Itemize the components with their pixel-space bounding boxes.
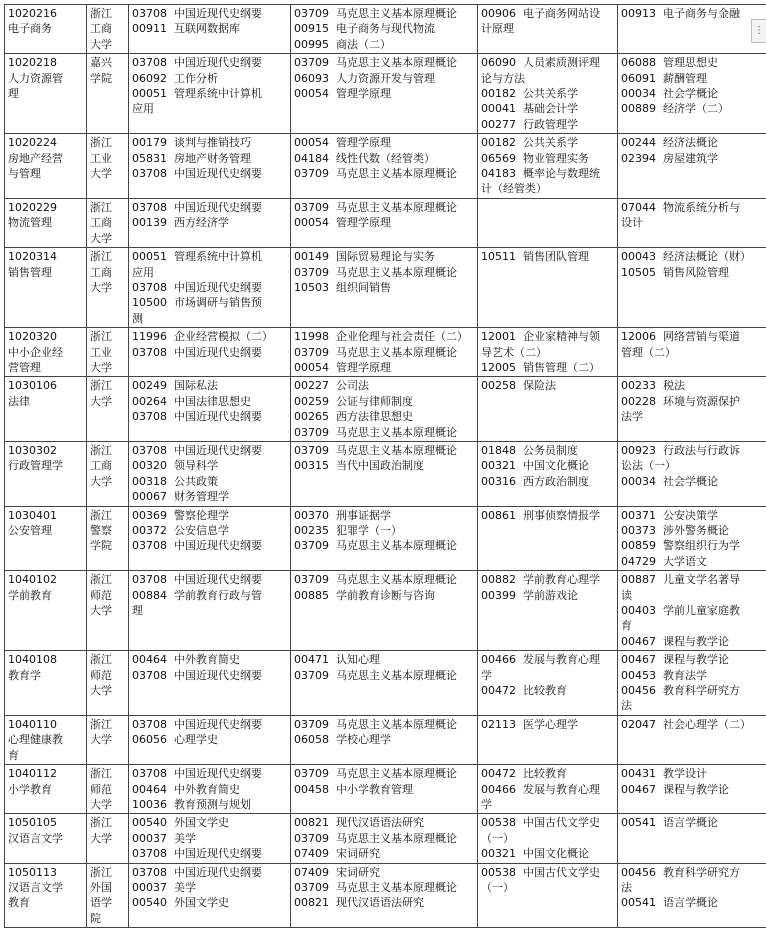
- exam-slot-cell-3: [478, 765, 618, 814]
- school-cell: 浙江 师范 大学: [87, 571, 129, 651]
- major-cell: 1020320 中小企业经 营管理: [5, 328, 87, 377]
- course-entry: 03709 马克思主义基本原理概论: [294, 880, 474, 895]
- exam-slot-cell-1: [129, 328, 291, 377]
- table-row: [5, 571, 766, 651]
- exam-slot-cell-1: [129, 506, 291, 571]
- exam-slot-cell-3: [478, 248, 618, 328]
- course-entry: 00456 教育科学研究方 法: [621, 865, 763, 896]
- table-row: [5, 377, 766, 442]
- course-entry: 07044 物流系统分析与 设计: [621, 200, 763, 231]
- course-entry: 03709 马克思主义基本原理概论: [294, 443, 474, 458]
- course-entry: 06088 管理思想史: [621, 55, 763, 70]
- course-entry: 00265 西方法律思想史: [294, 409, 474, 424]
- course-entry: 03709 马克思主义基本原理概论: [294, 668, 474, 683]
- course-entry: 00043 经济法概论（财）: [621, 249, 763, 264]
- course-entry: 12006 网络营销与渠道 管理（二）: [621, 329, 763, 360]
- exam-slot-cell-4: [618, 863, 766, 928]
- exam-slot-cell-4: [618, 5, 766, 54]
- course-entry: 00227 公司法: [294, 378, 474, 393]
- course-entry: 03708 中国近现代史纲要: [132, 668, 287, 683]
- course-entry: 06569 物业管理实务: [481, 151, 614, 166]
- exam-slot-cell-1: [129, 863, 291, 928]
- course-entry: 03708 中国近现代史纲要: [132, 572, 287, 587]
- table-row: [5, 651, 766, 716]
- course-entry: 03708 中国近现代史纲要: [132, 766, 287, 781]
- major-cell: 1020229 物流管理: [5, 198, 87, 247]
- course-entry: 00472 比较教育: [481, 766, 614, 781]
- course-entry: 00316 西方政治制度: [481, 474, 614, 489]
- course-entry: 00913 电子商务与金融: [621, 6, 763, 21]
- course-entry: 03709 马克思主义基本原理概论: [294, 345, 474, 360]
- exam-slot-cell-2: [291, 715, 478, 764]
- course-entry: 00453 教育法学: [621, 668, 763, 683]
- course-entry: 00054 管理学原理: [294, 360, 474, 375]
- course-entry: 00041 基础会计学: [481, 101, 614, 116]
- course-entry: 11996 企业经营模拟（二）: [132, 329, 287, 344]
- course-entry: 00884 学前教育行政与管 理: [132, 588, 287, 619]
- course-entry: 03709 马克思主义基本原理概论: [294, 538, 474, 553]
- course-entry: 02394 房屋建筑学: [621, 151, 763, 166]
- exam-slot-cell-4: [618, 651, 766, 716]
- exam-slot-cell-4: [618, 328, 766, 377]
- course-entry: 00067 财务管理学: [132, 489, 287, 504]
- course-entry: 00139 西方经济学: [132, 215, 287, 230]
- table-row: [5, 134, 766, 199]
- exam-slot-cell-2: [291, 328, 478, 377]
- course-entry: 03708 中国近现代史纲要: [132, 280, 287, 295]
- exam-slot-cell-4: [618, 814, 766, 863]
- table-row: [5, 765, 766, 814]
- school-cell: 浙江 工业 大学: [87, 134, 129, 199]
- course-entry: 00458 中小学教育管理: [294, 782, 474, 797]
- course-entry: 03708 中国近现代史纲要: [132, 55, 287, 70]
- course-entry: 00318 公共政策: [132, 474, 287, 489]
- course-entry: 03709 马克思主义基本原理概论: [294, 425, 474, 440]
- course-entry: 00235 犯罪学（一）: [294, 523, 474, 538]
- course-entry: 03708 中国近现代史纲要: [132, 6, 287, 21]
- course-entry: 00821 现代汉语语法研究: [294, 895, 474, 910]
- course-entry: 00821 现代汉语语法研究: [294, 815, 474, 830]
- exam-slot-cell-1: [129, 248, 291, 328]
- exam-slot-cell-3: [478, 715, 618, 764]
- exam-slot-cell-2: [291, 651, 478, 716]
- exam-slot-cell-4: [618, 54, 766, 134]
- exam-slot-cell-3: [478, 134, 618, 199]
- exam-slot-cell-2: [291, 441, 478, 506]
- course-entry: 00321 中国文化概论: [481, 458, 614, 473]
- exam-slot-cell-3: [478, 814, 618, 863]
- exam-slot-cell-3: [478, 571, 618, 651]
- course-entry: 03708 中国近现代史纲要: [132, 345, 287, 360]
- course-entry: 00541 语言学概论: [621, 815, 763, 830]
- school-cell: 浙江 警察 学院: [87, 506, 129, 571]
- exam-slot-cell-4: [618, 765, 766, 814]
- table-row: [5, 715, 766, 764]
- course-entry: 00372 公安信息学: [132, 523, 287, 538]
- table-row: [5, 441, 766, 506]
- course-entry: 03708 中国近现代史纲要: [132, 166, 287, 181]
- course-entry: 03709 马克思主义基本原理概论: [294, 200, 474, 215]
- course-entry: 03709 马克思主义基本原理概论: [294, 831, 474, 846]
- exam-slot-cell-1: [129, 441, 291, 506]
- course-entry: 03709 马克思主义基本原理概论: [294, 265, 474, 280]
- major-cell: 1040102 学前教育: [5, 571, 87, 651]
- school-cell: 浙江 师范 大学: [87, 651, 129, 716]
- exam-slot-cell-3: [478, 198, 618, 247]
- exam-schedule-table: [4, 4, 766, 928]
- exam-slot-cell-4: [618, 571, 766, 651]
- exam-slot-cell-3: [478, 506, 618, 571]
- course-entry: 00179 谈判与推销技巧: [132, 135, 287, 150]
- course-entry: 03709 马克思主义基本原理概论: [294, 166, 474, 181]
- major-cell: 1020224 房地产经营 与管理: [5, 134, 87, 199]
- major-cell: 1030302 行政管理学: [5, 441, 87, 506]
- exam-slot-cell-3: [478, 651, 618, 716]
- exam-slot-cell-3: [478, 377, 618, 442]
- exam-slot-cell-1: [129, 54, 291, 134]
- exam-slot-cell-2: [291, 377, 478, 442]
- exam-slot-cell-4: [618, 377, 766, 442]
- course-entry: 00887 儿童文学名著导 读: [621, 572, 763, 603]
- course-entry: 05831 房地产财务管理: [132, 151, 287, 166]
- exam-slot-cell-4: [618, 506, 766, 571]
- course-entry: 03708 中国近现代史纲要: [132, 538, 287, 553]
- exam-slot-cell-1: [129, 651, 291, 716]
- school-cell: 浙江 工业 大学: [87, 328, 129, 377]
- course-entry: 03708 中国近现代史纲要: [132, 846, 287, 861]
- course-entry: 00915 电子商务与现代物流: [294, 21, 474, 36]
- exam-slot-cell-4: [618, 441, 766, 506]
- course-entry: 00321 中国文化概论: [481, 846, 614, 861]
- course-entry: 00054 管理学原理: [294, 135, 474, 150]
- exam-slot-cell-3: [478, 328, 618, 377]
- school-cell: 嘉兴 学院: [87, 54, 129, 134]
- school-cell: 浙江 师范 大学: [87, 765, 129, 814]
- course-entry: 04183 概率论与数理统 计（经管类）: [481, 166, 614, 197]
- course-entry: 06058 学校心理学: [294, 732, 474, 747]
- course-entry: 03708 中国近现代史纲要: [132, 865, 287, 880]
- course-entry: 00264 中国法律思想史: [132, 394, 287, 409]
- major-cell: 1050113 汉语言文学 教育: [5, 863, 87, 928]
- course-entry: 00540 外国文学史: [132, 895, 287, 910]
- exam-slot-cell-2: [291, 5, 478, 54]
- course-entry: 00861 刑事侦察情报学: [481, 508, 614, 523]
- course-entry: 00369 警察伦理学: [132, 508, 287, 523]
- course-entry: 03709 马克思主义基本原理概论: [294, 572, 474, 587]
- table-row: [5, 506, 766, 571]
- course-entry: 00320 领导科学: [132, 458, 287, 473]
- course-entry: 00464 中外教育简史: [132, 652, 287, 667]
- exam-slot-cell-4: [618, 715, 766, 764]
- course-entry: 10511 销售团队管理: [481, 249, 614, 264]
- exam-slot-cell-1: [129, 571, 291, 651]
- course-entry: 03708 中国近现代史纲要: [132, 200, 287, 215]
- school-cell: 浙江 工商 大学: [87, 5, 129, 54]
- course-entry: 00472 比较教育: [481, 683, 614, 698]
- major-cell: 1050105 汉语言文学: [5, 814, 87, 863]
- major-cell: 1020216 电子商务: [5, 5, 87, 54]
- course-entry: 00399 学前游戏论: [481, 588, 614, 603]
- course-entry: 12001 企业家精神与领 导艺术（二）: [481, 329, 614, 360]
- course-entry: 10500 市场调研与销售预 测: [132, 295, 287, 326]
- major-cell: 1020218 人力资源管 理: [5, 54, 87, 134]
- school-cell: 浙江 大学: [87, 814, 129, 863]
- course-entry: 00037 美学: [132, 880, 287, 895]
- course-entry: 00054 管理学原理: [294, 215, 474, 230]
- exam-slot-cell-3: [478, 441, 618, 506]
- course-entry: 00540 外国文学史: [132, 815, 287, 830]
- course-entry: 00371 公安决策学: [621, 508, 763, 523]
- course-entry: 06091 薪酬管理: [621, 71, 763, 86]
- course-entry: 00467 课程与教学论: [621, 652, 763, 667]
- exam-slot-cell-2: [291, 54, 478, 134]
- course-entry: 04729 大学语文: [621, 554, 763, 569]
- school-cell: 浙江 工商 大学: [87, 198, 129, 247]
- course-entry: 00249 国际私法: [132, 378, 287, 393]
- course-entry: 00182 公共关系学: [481, 135, 614, 150]
- exam-slot-cell-3: [478, 54, 618, 134]
- major-cell: 1030401 公安管理: [5, 506, 87, 571]
- course-entry: 00923 行政法与行政诉 讼法（一）: [621, 443, 763, 474]
- exam-slot-cell-1: [129, 814, 291, 863]
- exam-slot-cell-2: [291, 765, 478, 814]
- exam-slot-cell-2: [291, 571, 478, 651]
- course-entry: 03709 马克思主义基本原理概论: [294, 55, 474, 70]
- course-entry: 00315 当代中国政治制度: [294, 458, 474, 473]
- course-entry: 00906 电子商务网站设 计原理: [481, 6, 614, 37]
- course-entry: 01848 公务员制度: [481, 443, 614, 458]
- course-entry: 00037 美学: [132, 831, 287, 846]
- exam-slot-cell-1: [129, 134, 291, 199]
- course-entry: 03708 中国近现代史纲要: [132, 443, 287, 458]
- exam-slot-cell-1: [129, 377, 291, 442]
- course-entry: 00995 商法（二）: [294, 37, 474, 52]
- course-entry: 00464 中外教育简史: [132, 782, 287, 797]
- exam-slot-cell-3: [478, 5, 618, 54]
- exam-slot-cell-1: [129, 715, 291, 764]
- course-entry: 00228 环境与资源保护 法学: [621, 394, 763, 425]
- course-entry: 00538 中国古代文学史 （一）: [481, 815, 614, 846]
- exam-slot-cell-2: [291, 198, 478, 247]
- course-entry: 00403 学前儿童家庭教 育: [621, 603, 763, 634]
- course-entry: 10505 销售风险管理: [621, 265, 763, 280]
- exam-slot-cell-2: [291, 814, 478, 863]
- course-entry: 00466 发展与教育心理 学: [481, 652, 614, 683]
- table-row: [5, 328, 766, 377]
- exam-slot-cell-1: [129, 198, 291, 247]
- course-entry: 00182 公共关系学: [481, 86, 614, 101]
- major-cell: 1020314 销售管理: [5, 248, 87, 328]
- exam-slot-cell-2: [291, 863, 478, 928]
- school-cell: 浙江 大学: [87, 377, 129, 442]
- exam-slot-cell-2: [291, 506, 478, 571]
- course-entry: 03709 马克思主义基本原理概论: [294, 717, 474, 732]
- exam-slot-cell-4: [618, 198, 766, 247]
- table-row: [5, 198, 766, 247]
- course-entry: 03709 马克思主义基本原理概论: [294, 6, 474, 21]
- exam-slot-cell-4: [618, 248, 766, 328]
- course-entry: 06056 心理学史: [132, 732, 287, 747]
- course-entry: 00244 经济法概论: [621, 135, 763, 150]
- page-edge-widget[interactable]: ⋮: [751, 19, 766, 43]
- school-cell: 浙江 工商 大学: [87, 248, 129, 328]
- school-cell: 浙江 工商 大学: [87, 441, 129, 506]
- course-entry: 00467 课程与教学论: [621, 782, 763, 797]
- course-entry: 00149 国际贸易理论与实务: [294, 249, 474, 264]
- course-entry: 00051 管理系统中计算机 应用: [132, 249, 287, 280]
- course-entry: 00259 公证与律师制度: [294, 394, 474, 409]
- course-entry: 03709 马克思主义基本原理概论: [294, 766, 474, 781]
- course-entry: 06092 工作分析: [132, 71, 287, 86]
- course-entry: 10036 教育预测与规划: [132, 797, 287, 812]
- school-cell: 浙江 外国 语学 院: [87, 863, 129, 928]
- course-entry: 00051 管理系统中计算机 应用: [132, 86, 287, 117]
- course-entry: 00467 课程与教学论: [621, 634, 763, 649]
- course-entry: 04184 线性代数（经管类）: [294, 151, 474, 166]
- school-cell: 浙江 大学: [87, 715, 129, 764]
- exam-slot-cell-1: [129, 5, 291, 54]
- major-cell: 1030106 法律: [5, 377, 87, 442]
- course-entry: 00466 发展与教育心理 学: [481, 782, 614, 813]
- course-entry: 11998 企业伦理与社会责任（二）: [294, 329, 474, 344]
- course-entry: 00911 互联网数据库: [132, 21, 287, 36]
- exam-slot-cell-1: [129, 765, 291, 814]
- course-entry: 00373 涉外警务概论: [621, 523, 763, 538]
- table-row: [5, 814, 766, 863]
- course-entry: 06090 人员素质测评理 论与方法: [481, 55, 614, 86]
- course-entry: 00258 保险法: [481, 378, 614, 393]
- exam-slot-cell-4: [618, 134, 766, 199]
- course-entry: 02047 社会心理学（二）: [621, 717, 763, 732]
- major-cell: 1040110 心理健康教 育: [5, 715, 87, 764]
- course-entry: 03708 中国近现代史纲要: [132, 717, 287, 732]
- course-entry: 00277 行政管理学: [481, 117, 614, 132]
- course-entry: 00541 语言学概论: [621, 895, 763, 910]
- table-row: [5, 248, 766, 328]
- course-entry: 00889 经济学（二）: [621, 101, 763, 116]
- exam-slot-cell-2: [291, 248, 478, 328]
- course-entry: 07409 宋词研究: [294, 865, 474, 880]
- course-entry: 12005 销售管理（二）: [481, 360, 614, 375]
- major-cell: 1040108 教育学: [5, 651, 87, 716]
- course-entry: 00471 认知心理: [294, 652, 474, 667]
- exam-slot-cell-2: [291, 134, 478, 199]
- course-entry: 06093 人力资源开发与管理: [294, 71, 474, 86]
- course-entry: 00034 社会学概论: [621, 86, 763, 101]
- major-cell: 1040112 小学教育: [5, 765, 87, 814]
- course-entry: 02113 医学心理学: [481, 717, 614, 732]
- course-entry: 00882 学前教育心理学: [481, 572, 614, 587]
- course-entry: 10503 组织间销售: [294, 280, 474, 295]
- course-entry: 00034 社会学概论: [621, 474, 763, 489]
- exam-slot-cell-3: [478, 863, 618, 928]
- course-entry: 00370 刑事证据学: [294, 508, 474, 523]
- table-row: [5, 54, 766, 134]
- course-entry: 00885 学前教育诊断与咨询: [294, 588, 474, 603]
- course-entry: 00456 教育科学研究方 法: [621, 683, 763, 714]
- course-entry: 00538 中国古代文学史 （一）: [481, 865, 614, 896]
- course-entry: 03708 中国近现代史纲要: [132, 409, 287, 424]
- course-entry: 07409 宋词研究: [294, 846, 474, 861]
- table-row: [5, 863, 766, 928]
- course-entry: 00859 警察组织行为学: [621, 538, 763, 553]
- course-entry: 00431 教学设计: [621, 766, 763, 781]
- table-row: [5, 5, 766, 54]
- course-entry: 00233 税法: [621, 378, 763, 393]
- course-entry: 00054 管理学原理: [294, 86, 474, 101]
